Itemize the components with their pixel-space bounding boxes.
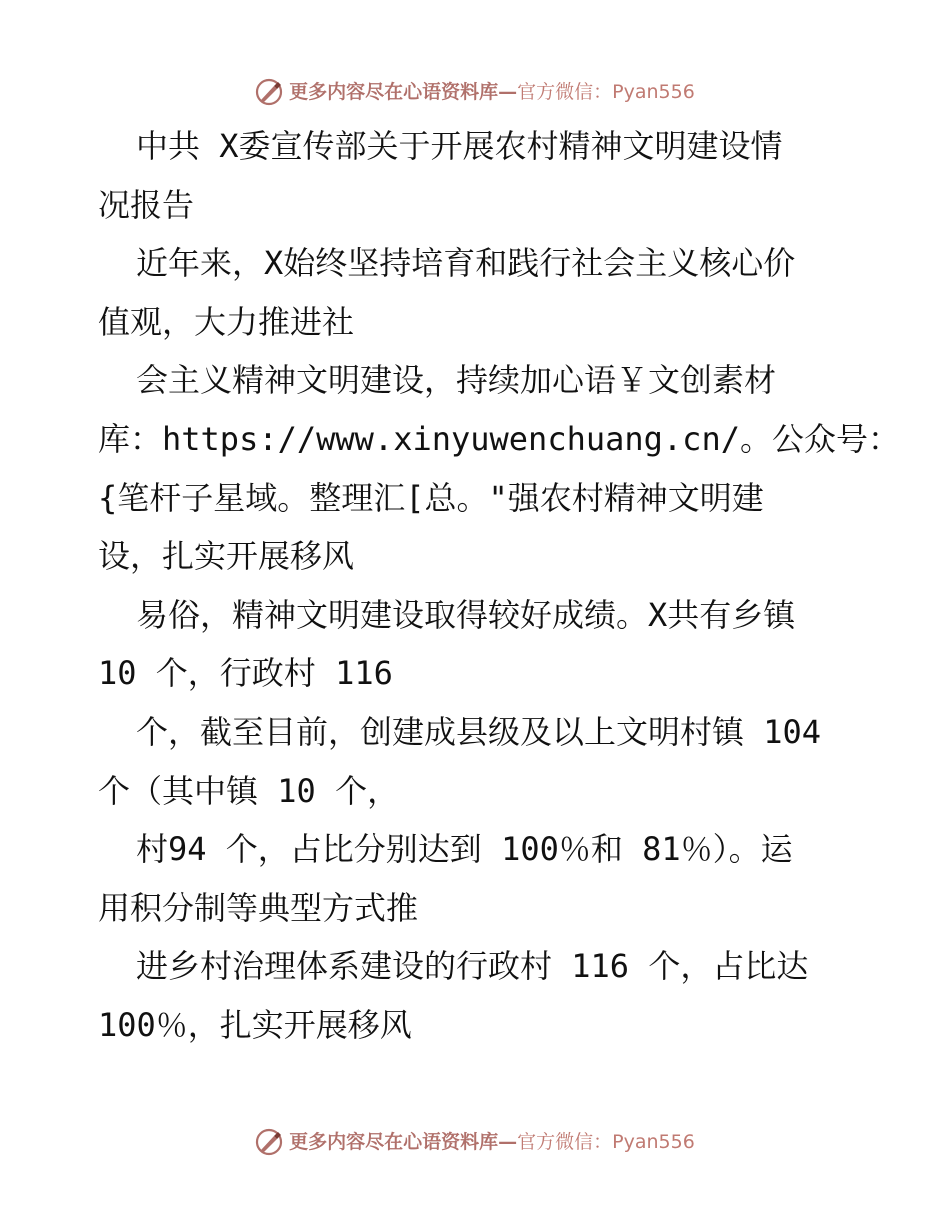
header-watermark (0, 78, 950, 106)
text-line: 易俗，精神文明建设取得较好成绩。X共有乡镇 (136, 595, 796, 634)
text-line: 进乡村治理体系建设的行政村 116 个，占比达 (136, 947, 809, 986)
watermark-text: 更多内容尽在心语资料库— (289, 81, 518, 103)
text-line: 值观，大力推进社 (98, 302, 355, 341)
text-line: 用积分制等典型方式推 (98, 888, 419, 927)
footer-watermark (0, 1128, 950, 1156)
pen-circle-logo-icon (255, 1128, 285, 1156)
text-line: 近年来，X始终坚持培育和践行社会主义核心价 (136, 244, 796, 283)
text-line: 会主义精神文明建设，持续加心语￥文创素材 (136, 361, 777, 400)
text-line: 况报告 (98, 185, 195, 224)
pen-circle-logo-icon (255, 78, 285, 106)
text-line: 个，截至目前，创建成县级及以上文明村镇 104 (136, 712, 822, 751)
watermark-wechat: 官方微信：Pyan556 (517, 81, 695, 103)
text-line: 100％，扎实开展移风 (98, 1005, 412, 1044)
text-line: 个（其中镇 10 个， (98, 771, 400, 810)
text-line: 10 个，行政村 116 (98, 654, 393, 693)
text-line: {笔杆子星域。整理汇[总。"强农村精神文明建 (98, 478, 764, 517)
text-line: 库：https://www.xinyuwenchuang.cn/。公众号： (98, 419, 900, 458)
text-line: 设，扎实开展移风 (98, 537, 355, 576)
text-line: 中共 X委宣传部关于开展农村精神文明建设情 (136, 127, 783, 165)
watermark-wechat: 官方微信：Pyan556 (517, 1131, 695, 1153)
document-body (98, 117, 900, 1055)
watermark-text: 更多内容尽在心语资料库— (289, 1131, 518, 1153)
text-line: 村94 个，占比分别达到 100％和 81％）。运 (136, 830, 793, 869)
